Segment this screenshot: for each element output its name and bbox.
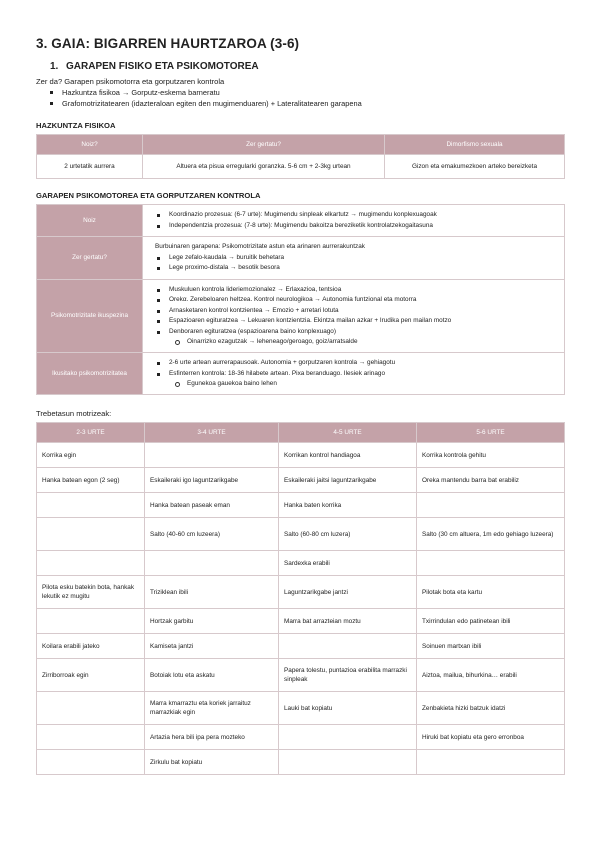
table-cell — [279, 634, 417, 659]
table-cell — [37, 609, 145, 634]
row-label: Psikomotrizitate ikuspezina — [37, 279, 143, 353]
column-header: Zer gertatu? — [143, 135, 385, 155]
table-cell: Kamiseta jantzi — [145, 634, 279, 659]
table-cell: Lauki bat kopiatu — [279, 692, 417, 725]
table-cell: Oreka mantendu barra bat erabiliz — [417, 468, 565, 493]
table-row — [37, 609, 565, 634]
table-cell: Eskaileraki jaitsi laguntzarikgabe — [279, 468, 417, 493]
table-cell — [37, 692, 145, 725]
section-number: 1. — [50, 61, 59, 72]
table-cell — [37, 750, 145, 775]
table-cell: Soinuen martxan ibili — [417, 634, 565, 659]
list-item: Independentzia prozesua: (7-8 urte): Mugimendu bakoitza bereziketik kontrolatzekogaitasuna — [155, 221, 558, 232]
table-row — [37, 725, 565, 750]
table-cell: Hanka batean egon (2 seg) — [37, 468, 145, 493]
table-cell — [37, 725, 145, 750]
hazkuntza-table — [36, 134, 565, 179]
sub-list-item: Egunekoa gauekoa baino lehen — [175, 379, 558, 389]
column-header: 3-4 URTE — [145, 423, 279, 443]
table-cell: Artazia hera bili ipa pera mozteko — [145, 725, 279, 750]
table-row — [37, 353, 565, 395]
table-row — [37, 551, 565, 576]
psiko-heading: GARAPEN PSIKOMOTOREA ETA GORPUTZAREN KONTROLA — [36, 191, 261, 200]
document-page — [36, 36, 564, 775]
table-row — [37, 692, 565, 725]
row-text: Burbuinaren garapena: Psikomotrizitate astun eta arinaren aurrerakuntzak — [155, 243, 365, 250]
column-header: 4-5 URTE — [279, 423, 417, 443]
list-item: 2-6 urte artean aurrerapausoak. Autonomia + gorputzaren kontrola → gehiagotu — [155, 358, 558, 369]
table-cell — [37, 493, 145, 518]
table-cell: Eskaileraki igo laguntzarikgabe — [145, 468, 279, 493]
sub-list-item: Oinarrizko ezagutzak → leheneago/geroago, goiz/arratsalde — [175, 337, 558, 347]
table-cell: Zenbakieta hizki batzuk idatzi — [417, 692, 565, 725]
table-cell — [279, 750, 417, 775]
table-cell: Hiruki bat kopiatu eta gero erronboa — [417, 725, 565, 750]
table-cell: Botoiak lotu eta askatu — [145, 659, 279, 692]
table-cell: Koilara erabili jateko — [37, 634, 145, 659]
list-item: Arnasketaren kontrol kontzientea → Emozio + arretari lotuta — [155, 306, 558, 317]
column-header: Dimorfismo sexuala — [385, 135, 565, 155]
table-cell: Salto (60-80 cm luzera) — [279, 518, 417, 551]
table-row — [37, 750, 565, 775]
table-cell: Sardexka erabili — [279, 551, 417, 576]
table-cell: Salto (40-60 cm luzeera) — [145, 518, 279, 551]
table-cell: Korrika kontrola gehitu — [417, 443, 565, 468]
list-item: Esfinterren kontrola: 18-36 hilabete artean. Pixa beranduago. Ilesiek arinago — [155, 369, 558, 380]
table-cell — [279, 725, 417, 750]
table-cell — [37, 518, 145, 551]
table-cell: Zirkulu bat kopiatu — [145, 750, 279, 775]
intro-bullets — [36, 87, 564, 109]
table-cell — [417, 551, 565, 576]
row-label: Zer gertatu? — [37, 237, 143, 280]
table-cell: Pilota esku batekin bota, hankak lekutik ez mugitu — [37, 576, 145, 609]
table-cell: Pilotak bota eta kartu — [417, 576, 565, 609]
list-item: Lege zefalo-kaudala → buruitik behetara — [155, 253, 558, 264]
table-row — [37, 634, 565, 659]
table-cell: Papera tolestu, puntazioa erabilita marrazki sinpleak — [279, 659, 417, 692]
table-cell: Salto (30 cm altuera, 1m edo gehiago luzeera) — [417, 518, 565, 551]
table-cell: Aiztoa, mailua, bihurkina… erabili — [417, 659, 565, 692]
list-item: Koordinazio prozesua: (6-7 urte): Mugimendu sinpleak elkartutz → mugimendu konplexuagoak — [155, 210, 558, 221]
list-item: Orekα. Zerebeloaren heltzea. Kontrol neurologikoa → Autonomia funtzional eta motorra — [155, 295, 558, 306]
table-row — [37, 576, 565, 609]
row-content — [143, 237, 565, 280]
intro-bullet: Grafomotrizitatearen (idazteraloan egiten den mugimenduaren) + Lateralitatearen garapena — [48, 98, 564, 109]
row-content — [143, 279, 565, 353]
table-cell — [37, 551, 145, 576]
table-cell: Hanka batean paseak eman — [145, 493, 279, 518]
table-cell: Marra bat arrazteian moztu — [279, 609, 417, 634]
list-item: Denboraren egituratzea (espazioarena baino konplexuago) — [155, 327, 558, 338]
motrizeak-table — [36, 422, 565, 775]
table-cell: Hortzak garbitu — [145, 609, 279, 634]
row-label: Noiz — [37, 205, 143, 237]
table-cell: Zirriborroak egin — [37, 659, 145, 692]
table-cell: Laguntzarikgabe jantzi — [279, 576, 417, 609]
intro-text: Zer da? Garapen psikomotorra eta gorputzaren kontrola — [36, 77, 225, 86]
section-title-text: GARAPEN FISIKO ETA PSIKOMOTOREA — [66, 61, 259, 72]
table-cell — [417, 750, 565, 775]
table-row — [37, 237, 565, 280]
table-cell — [145, 551, 279, 576]
column-header: Noiz? — [37, 135, 143, 155]
table-cell: Altuera eta pisua erregularki goranzka. 5-6 cm + 2-3kg urtean — [143, 155, 385, 179]
table-cell: Korrikan kontrol handiagoa — [279, 443, 417, 468]
table-row — [37, 493, 565, 518]
table-cell: Txirrindulan edo patinetean ibili — [417, 609, 565, 634]
table-row — [37, 205, 565, 237]
intro-bullet: Hazkuntza fisikoa → Gorputz-eskema barneratu — [48, 87, 564, 98]
table-cell: Korrika egin — [37, 443, 145, 468]
row-content — [143, 353, 565, 395]
psiko-table — [36, 204, 565, 395]
table-header-row — [37, 423, 565, 443]
table-cell: 2 urtetatik aurrera — [37, 155, 143, 179]
column-header: 2-3 URTE — [37, 423, 145, 443]
table-cell: Triziklean ibili — [145, 576, 279, 609]
page-title: 3. GAIA: BIGARREN HAURTZAROA (3-6) — [36, 36, 300, 51]
motrizeak-heading: Trebetasun motrizeak: — [36, 409, 112, 418]
table-cell: Marra kmarraztu eta koriek jarraituz marrazkiak egin — [145, 692, 279, 725]
row-label: Ikusitako psikomotrizitatea — [37, 353, 143, 395]
table-row — [37, 155, 565, 179]
table-cell — [145, 443, 279, 468]
list-item: Espazioaren egituratzea → Lekuaren kontzientzia. Ekintza mailan azkar + Irudika pen mailan motzo — [155, 316, 558, 327]
table-row — [37, 279, 565, 353]
table-row — [37, 468, 565, 493]
table-cell — [417, 493, 565, 518]
table-header-row — [37, 135, 565, 155]
table-cell: Hanka baten korrika — [279, 493, 417, 518]
list-item: Muskuluen kontrola lideriemozionalez → Erlaxazioa, tentsioa — [155, 285, 558, 296]
row-content — [143, 205, 565, 237]
table-row — [37, 659, 565, 692]
table-cell: Gizon eta emakumezkoen arteko bereizketa — [385, 155, 565, 179]
list-item: Lege proximo-distala → besotik besora — [155, 263, 558, 274]
section-title — [50, 61, 564, 72]
hazkuntza-heading: HAZKUNTZA FISIKOA — [36, 121, 116, 130]
column-header: 5-6 URTE — [417, 423, 565, 443]
table-row — [37, 518, 565, 551]
table-row — [37, 443, 565, 468]
